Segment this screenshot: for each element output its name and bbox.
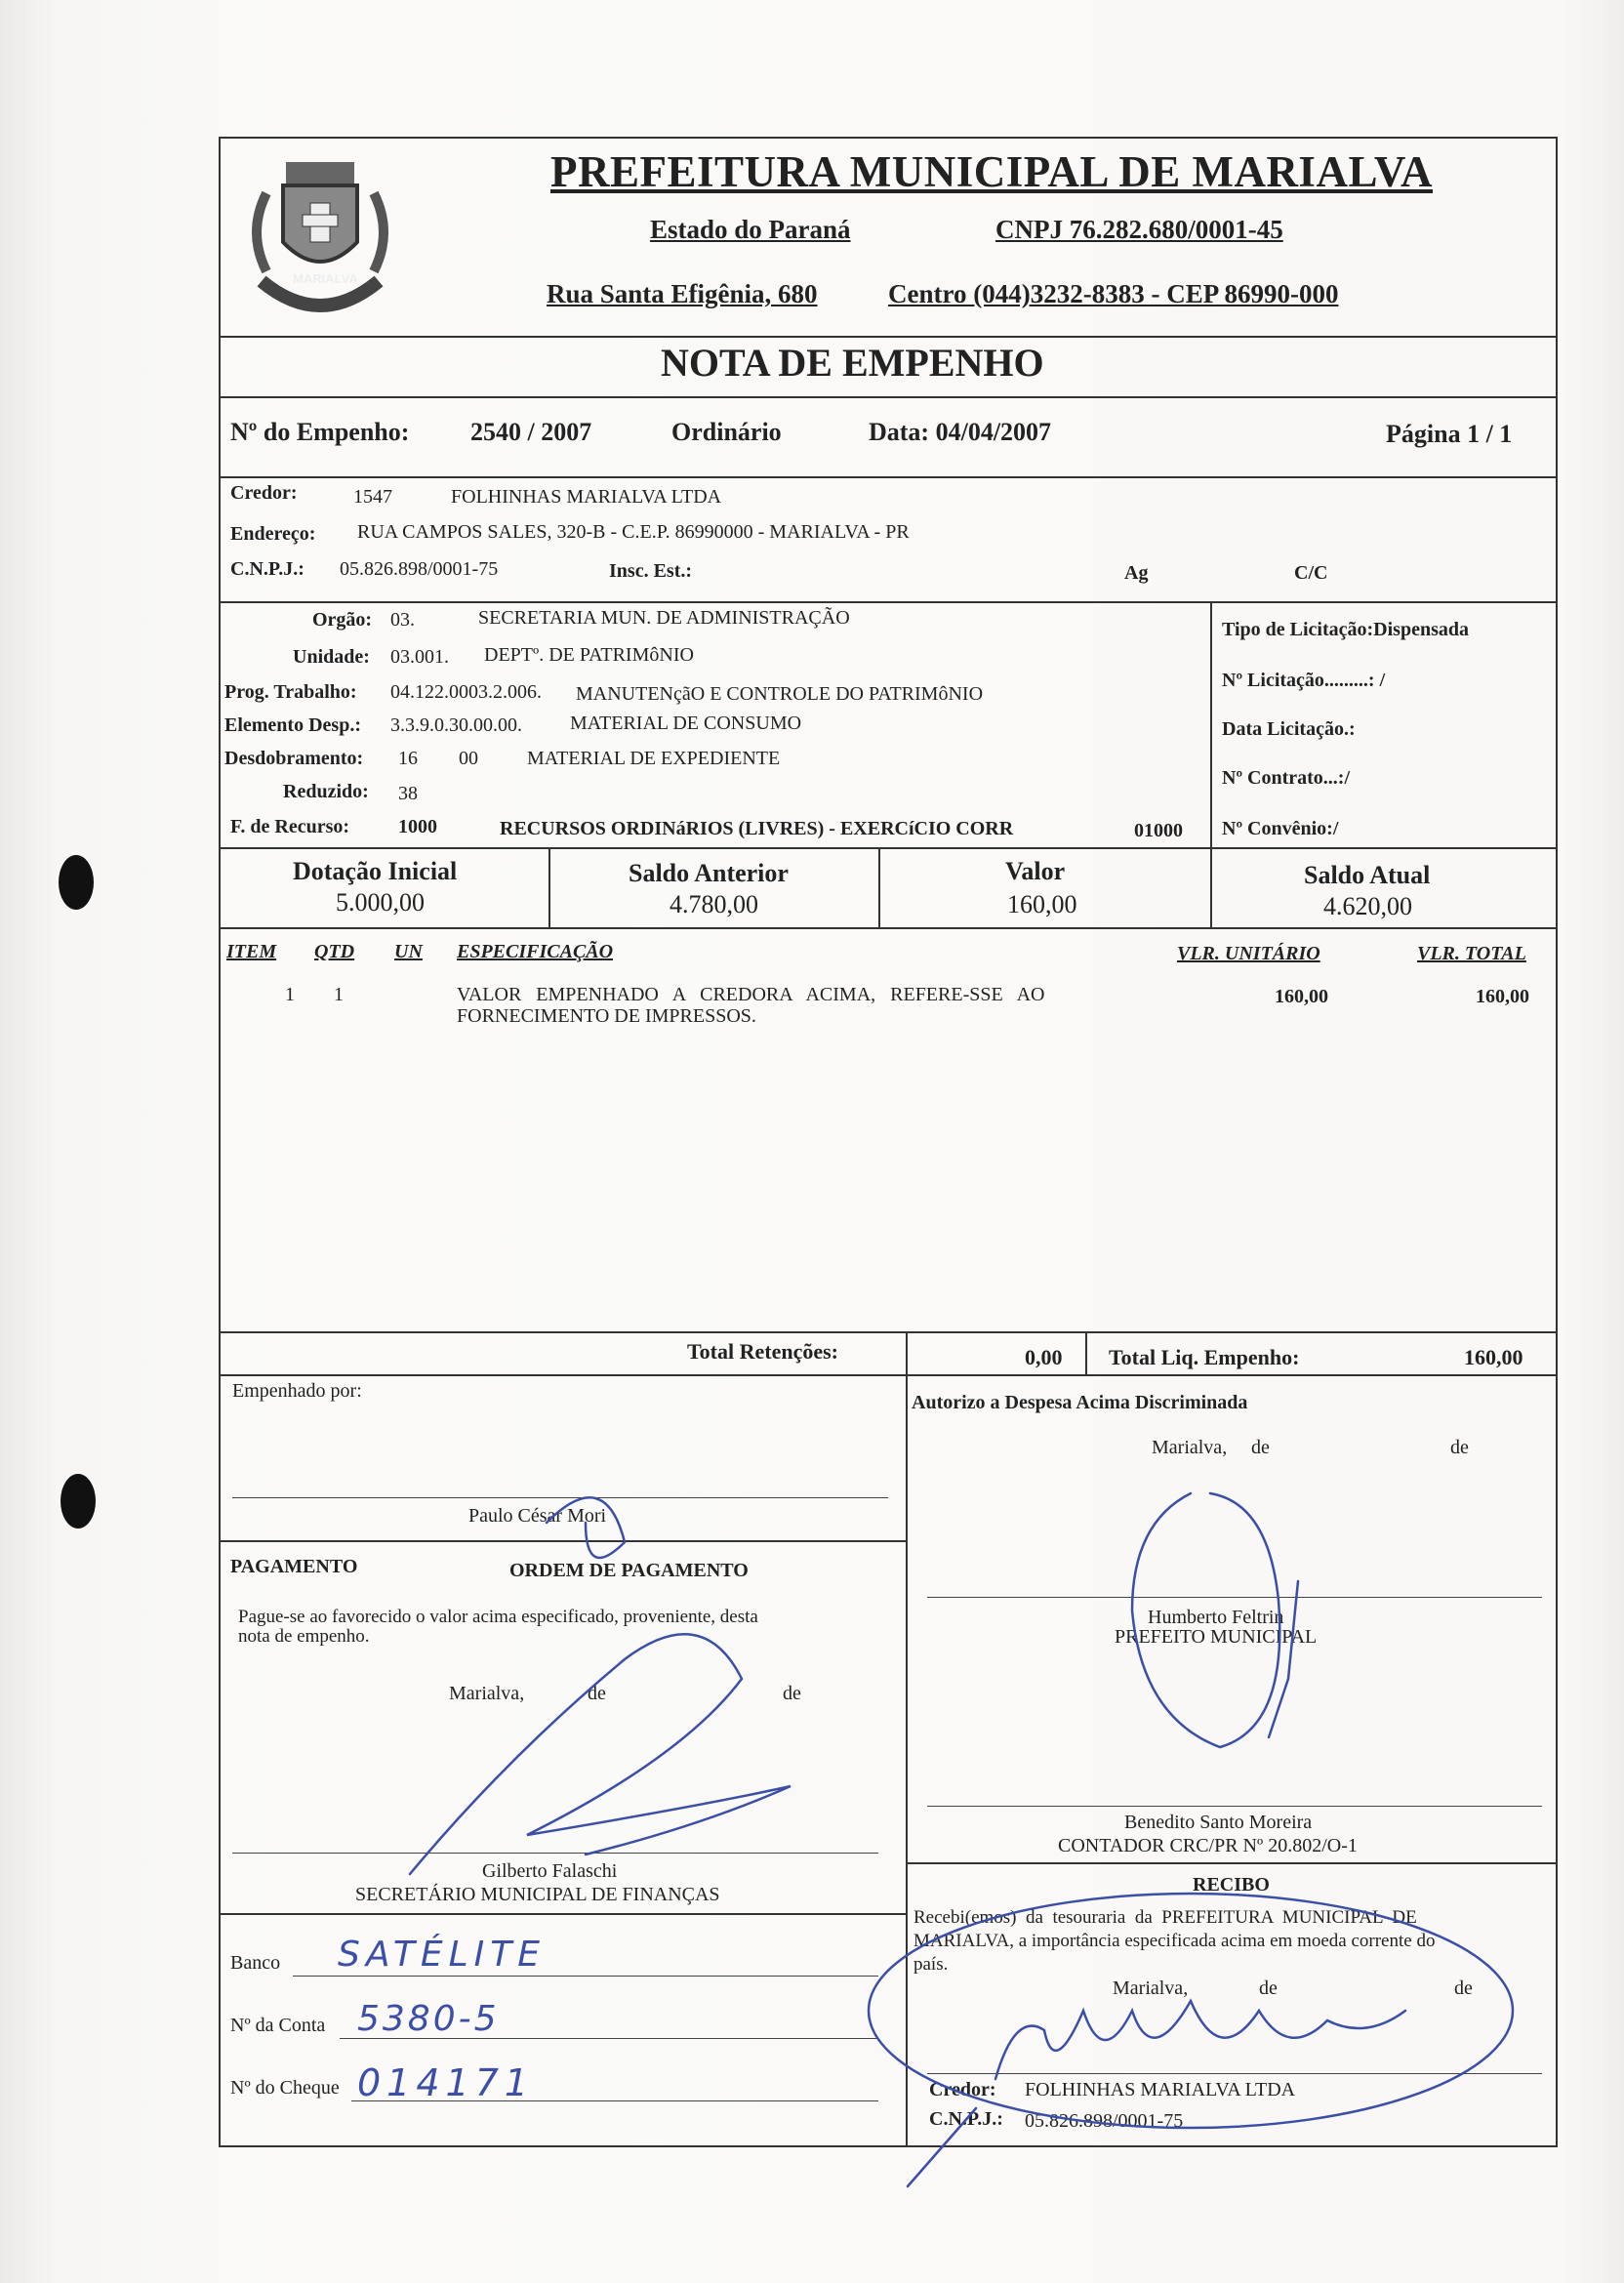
cheque-label: Nº do Cheque — [230, 2077, 340, 2099]
elemento-label: Elemento Desp.: — [224, 714, 361, 736]
fonte-recurso-extra: 01000 — [1134, 820, 1183, 841]
recibo-cnpj-value: 05.826.898/0001-75 — [1025, 2110, 1184, 2132]
contador-title: CONTADOR CRC/PR Nº 20.802/O-1 — [1058, 1835, 1358, 1856]
institution-title: PREFEITURA MUNICIPAL DE MARIALVA — [550, 147, 1434, 196]
column-header-vlr-unitario: VLR. UNITÁRIO — [1177, 943, 1320, 964]
dotacao-inicial-value: 5.000,00 — [336, 888, 425, 917]
fonte-recurso-name: RECURSOS ORDINáRIOS (LIVRES) - EXERCíCIO CORR — [500, 818, 1014, 839]
fonte-recurso-code: 1000 — [398, 816, 437, 837]
credor-code: 1547 — [353, 486, 392, 508]
contact-info: Centro (044)3232-8383 - CEP 86990-000 — [888, 279, 1339, 308]
page-number: Página 1 / 1 — [1386, 420, 1513, 448]
total-retencoes-value: 0,00 — [1025, 1345, 1063, 1369]
recibo-credor-name: FOLHINHAS MARIALVA LTDA — [1025, 2079, 1296, 2100]
autorizo-label: Autorizo a Despesa Acima Discriminada — [912, 1392, 1248, 1413]
pagamento-text-line-2: nota de empenho. — [238, 1626, 370, 1647]
cnpj-header: CNPJ 76.282.680/0001-45 — [995, 215, 1283, 244]
saldo-anterior-value: 4.780,00 — [670, 890, 758, 918]
empenhado-por-label: Empenhado por: — [232, 1380, 362, 1402]
pagamento-de: de — [783, 1683, 801, 1704]
prog-trabalho-label: Prog. Trabalho: — [224, 681, 357, 703]
autorizo-de: de — [1450, 1437, 1469, 1458]
item-number: 1 — [285, 984, 295, 1005]
address-label: Endereço: — [230, 523, 316, 545]
fonte-recurso-label: F. de Recurso: — [230, 816, 350, 837]
banco-label: Banco — [230, 1952, 281, 1974]
secretario-name: Gilberto Falaschi — [482, 1860, 618, 1882]
pagamento-de: de — [588, 1683, 606, 1704]
conta-label: Nº da Conta — [230, 2015, 326, 2036]
empenho-number-label: Nº do Empenho: — [230, 418, 410, 446]
empenho-date: Data: 04/04/2007 — [869, 418, 1052, 446]
item-vlr-unitario: 160,00 — [1275, 986, 1328, 1007]
saldo-atual-value: 4.620,00 — [1323, 892, 1412, 920]
orgao-name: SECRETARIA MUN. DE ADMINISTRAÇÃO — [478, 607, 850, 629]
numero-contrato: Nº Contrato...:/ — [1222, 767, 1351, 789]
autorizo-city: Marialva, — [1152, 1437, 1228, 1458]
autorizo-de: de — [1251, 1437, 1270, 1458]
state-name: Estado do Paraná — [650, 215, 851, 244]
credor-address: RUA CAMPOS SALES, 320-B - C.E.P. 86990000 - MARIALVA - PR — [357, 521, 910, 543]
credor-label: Credor: — [230, 482, 298, 504]
recibo-text-line-1: Recebi(emos) da tesouraria da PREFEITURA MUNICIPAL DE — [914, 1907, 1417, 1928]
column-header-vlr-total: VLR. TOTAL — [1417, 943, 1526, 964]
recibo-cnpj-label: C.N.P.J.: — [929, 2108, 1003, 2130]
recibo-signature — [908, 2001, 1405, 2186]
desdobramento-label: Desdobramento: — [224, 748, 364, 769]
street-address: Rua Santa Efigênia, 680 — [547, 279, 818, 308]
unidade-code: 03.001. — [390, 646, 449, 668]
agency-label: Ag — [1124, 562, 1149, 584]
numero-licitacao: Nº Licitação.........: / — [1222, 670, 1386, 691]
unidade-name: DEPTº. DE PATRIMôNIO — [484, 644, 694, 666]
prefeito-name: Humberto Feltrin — [1148, 1607, 1284, 1628]
credor-cnpj: 05.826.898/0001-75 — [340, 558, 499, 580]
prefeito-title: PREFEITO MUNICIPAL — [1115, 1626, 1318, 1648]
orgao-code: 03. — [390, 609, 415, 631]
desdobramento-code: 16 — [398, 748, 418, 769]
insc-est-label: Insc. Est.: — [609, 560, 693, 582]
item-vlr-total: 160,00 — [1476, 986, 1529, 1007]
desdobramento-sub: 00 — [459, 748, 478, 769]
saldo-atual-label: Saldo Atual — [1304, 861, 1431, 889]
feltrin-signature — [1132, 1493, 1298, 1747]
account-label: C/C — [1294, 562, 1328, 584]
prog-trabalho-name: MANUTENçãO E CONTROLE DO PATRIMôNIO — [576, 683, 984, 705]
pagamento-text-line-1: Pague-se ao favorecido o valor acima especificado, proveniente, desta — [238, 1607, 758, 1627]
item-spec-line-1: VALOR EMPENHADO A CREDORA ACIMA, REFERE-SSE AO — [457, 984, 1045, 1005]
total-liquido-value: 160,00 — [1464, 1345, 1523, 1369]
valor-value: 160,00 — [1007, 890, 1077, 918]
recibo-text-line-3: país. — [914, 1954, 949, 1975]
ordem-pagamento-label: ORDEM DE PAGAMENTO — [509, 1560, 749, 1581]
cheque-value: 014171 — [357, 2061, 535, 2104]
falaschi-signature — [410, 1634, 791, 1874]
reduzido-label: Reduzido: — [283, 781, 369, 802]
dotacao-inicial-label: Dotação Inicial — [293, 857, 458, 885]
saldo-anterior-label: Saldo Anterior — [629, 859, 789, 887]
conta-value: 5380-5 — [357, 1999, 500, 2039]
elemento-code: 3.3.9.0.30.00.00. — [390, 714, 522, 736]
empenho-type: Ordinário — [671, 418, 782, 446]
data-licitacao: Data Licitação.: — [1222, 718, 1356, 740]
recibo-city: Marialva, — [1113, 1977, 1189, 1999]
pagamento-label: PAGAMENTO — [230, 1556, 358, 1577]
column-header-un: UN — [394, 941, 423, 962]
banco-value: SATÉLITE — [338, 1935, 547, 1975]
valor-label: Valor — [1005, 857, 1066, 885]
column-header-especificacao: ESPECIFICAÇÃO — [457, 941, 614, 962]
secretario-title: SECRETÁRIO MUNICIPAL DE FINANÇAS — [355, 1884, 720, 1905]
total-retencoes-label: Total Retenções: — [687, 1339, 838, 1364]
document-title: NOTA DE EMPENHO — [661, 341, 1044, 385]
contador-name: Benedito Santo Moreira — [1124, 1812, 1313, 1833]
orgao-label: Orgão: — [312, 609, 373, 631]
unidade-label: Unidade: — [293, 646, 370, 668]
empenho-number: 2540 / 2007 — [470, 418, 592, 446]
column-header-qtd: QTD — [314, 941, 355, 962]
pagamento-city: Marialva, — [449, 1683, 525, 1704]
tipo-licitacao: Tipo de Licitação:Dispensada — [1222, 619, 1469, 640]
elemento-name: MATERIAL DE CONSUMO — [570, 713, 802, 734]
reduzido-value: 38 — [398, 783, 418, 804]
mori-signature — [547, 1497, 625, 1558]
column-header-item: ITEM — [226, 941, 277, 962]
recibo-title: RECIBO — [1193, 1874, 1270, 1896]
item-qtd: 1 — [334, 984, 344, 1005]
recibo-de: de — [1259, 1977, 1278, 1999]
total-liquido-label: Total Liq. Empenho: — [1109, 1345, 1300, 1369]
crest-label: MARIALVA — [293, 271, 358, 286]
recibo-de: de — [1454, 1977, 1473, 1999]
desdobramento-name: MATERIAL DE EXPEDIENTE — [527, 748, 781, 769]
recibo-ellipse — [869, 1894, 1513, 2128]
recibo-text-line-2: MARIALVA, a importância especificada acima em moeda corrente do — [914, 1931, 1436, 1951]
cnpj-label: C.N.P.J.: — [230, 558, 304, 580]
credor-name: FOLHINHAS MARIALVA LTDA — [451, 486, 722, 508]
recibo-credor-label: Credor: — [929, 2079, 996, 2100]
empenhado-por-name: Paulo César Mori — [468, 1505, 607, 1527]
item-spec-line-2: FORNECIMENTO DE IMPRESSOS. — [457, 1005, 756, 1027]
numero-convenio: Nº Convênio:/ — [1222, 818, 1339, 839]
prog-trabalho-code: 04.122.0003.2.006. — [390, 681, 542, 703]
